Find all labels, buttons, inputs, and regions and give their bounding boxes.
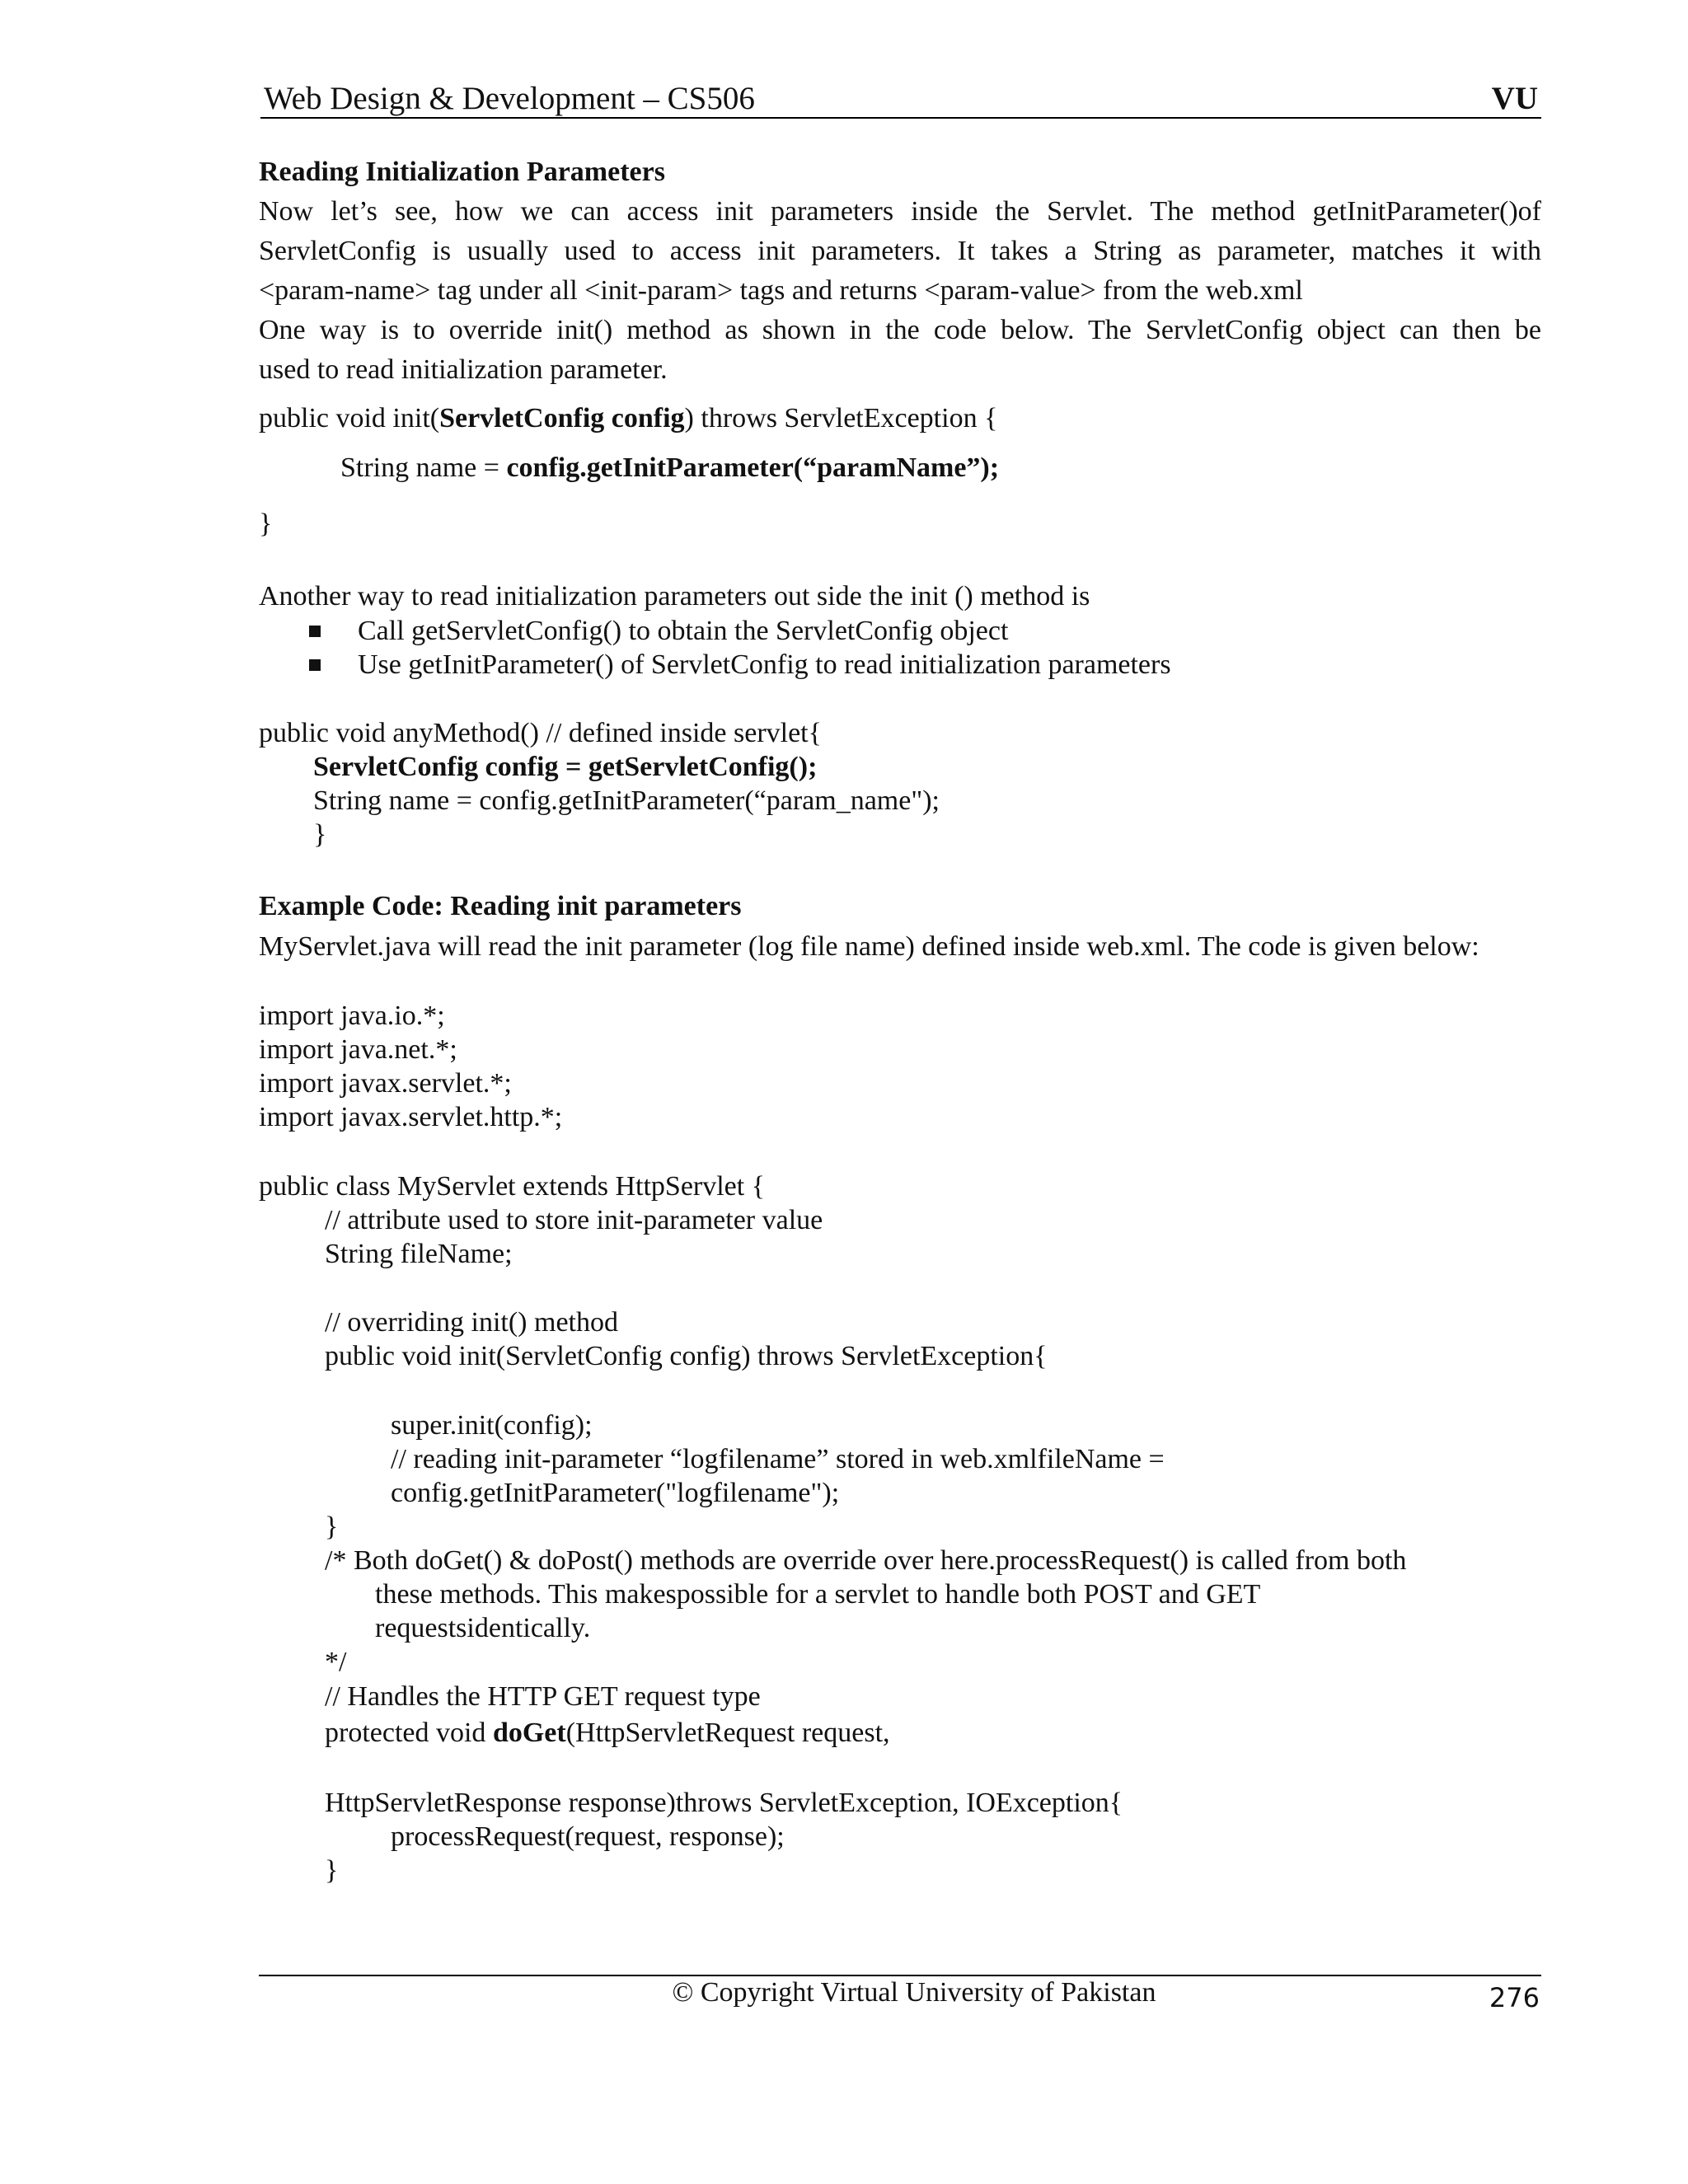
paragraph-line: ServletConfig is usually used to access init parameters. It takes a String as parameter, matches it with [259,236,1541,266]
section-heading: Reading Initialization Parameters [259,157,665,187]
code-line: // overriding init() method [325,1307,618,1338]
list-item: Call getServletConfig() to obtain the ServletConfig object [358,616,1009,646]
code-fragment: (HttpServletRequest request, [565,1718,890,1748]
list-item: Use getInitParameter() of ServletConfig to read initialization parameters [358,649,1171,680]
code-line: config.getInitParameter("logfilename"); [391,1478,840,1508]
code-line: import javax.servlet.http.*; [259,1102,563,1132]
code-line: public class MyServlet extends HttpServlet { [259,1171,766,1202]
bullet-icon [309,626,321,637]
code-fragment: String name = [340,452,507,483]
paragraph: MyServlet.java will read the init parameter (log file name) defined inside web.xml. The code is given below: [259,931,1479,962]
paragraph-line: <param-name> tag under all <init-param> tags and returns <param-value> from the web.xml [259,275,1303,306]
code-line: import java.io.*; [259,1001,445,1031]
code-fragment: ) throws ServletException { [684,403,998,434]
code-line: import javax.servlet.*; [259,1068,512,1099]
code-line: String name = config.getInitParameter(“param_name"); [313,785,940,816]
code-line: // attribute used to store init-parameter value [325,1205,823,1235]
code-line: super.init(config); [391,1410,593,1441]
code-line [340,448,999,488]
bullet-icon [309,659,321,671]
paragraph-line: Now let’s see, how we can access init parameters inside the Servlet. The method getInitParameter()of [259,196,1541,227]
code-line: } [313,819,327,850]
code-fragment-bold: config.getInitParameter(“paramName”); [506,452,1000,483]
code-line: requestsidentically. [375,1613,591,1643]
code-fragment-bold: doGet [492,1718,566,1748]
code-line: // reading init-parameter “logfilename” stored in web.xmlfileName = [391,1444,1165,1474]
code-line: } [259,509,273,539]
code-line: /* Both doGet() & doPost() methods are override over here.processRequest() is called from both [325,1545,1407,1576]
code-line: import java.net.*; [259,1034,457,1065]
footer-copyright: © Copyright Virtual University of Pakistan [672,1977,1156,2008]
code-fragment-bold: ServletConfig config [439,403,685,434]
code-line: processRequest(request, response); [391,1821,785,1852]
code-line: String fileName; [325,1239,513,1269]
page-header [260,81,1541,119]
code-line: public void anyMethod() // defined inside servlet{ [259,718,822,748]
code-line: // Handles the HTTP GET request type [325,1681,761,1712]
code-line [325,1713,890,1753]
code-line [259,399,997,438]
code-fragment: public void init( [259,403,440,434]
code-fragment: protected void [325,1718,493,1748]
code-line: } [325,1511,339,1542]
code-line: */ [325,1647,347,1677]
institution-label: VU [1491,81,1538,116]
page-number: 276 [1489,1982,1540,2013]
code-line: public void init(ServletConfig config) throws ServletException{ [325,1341,1048,1371]
paragraph-line: used to read initialization parameter. [259,354,668,385]
code-line: HttpServletResponse response)throws ServletException, IOException{ [325,1788,1123,1818]
paragraph [259,192,1541,390]
section-heading: Example Code: Reading init parameters [259,891,742,921]
code-line: } [325,1855,339,1886]
paragraph: Another way to read initialization parameters out side the init () method is [259,581,1090,612]
code-line: these methods. This makespossible for a servlet to handle both POST and GET [375,1579,1261,1610]
code-line: ServletConfig config = getServletConfig(); [313,752,818,782]
course-title: Web Design & Development – CS506 [264,81,755,116]
paragraph-line: One way is to override init() method as shown in the code below. The ServletConfig object can then be [259,315,1541,345]
